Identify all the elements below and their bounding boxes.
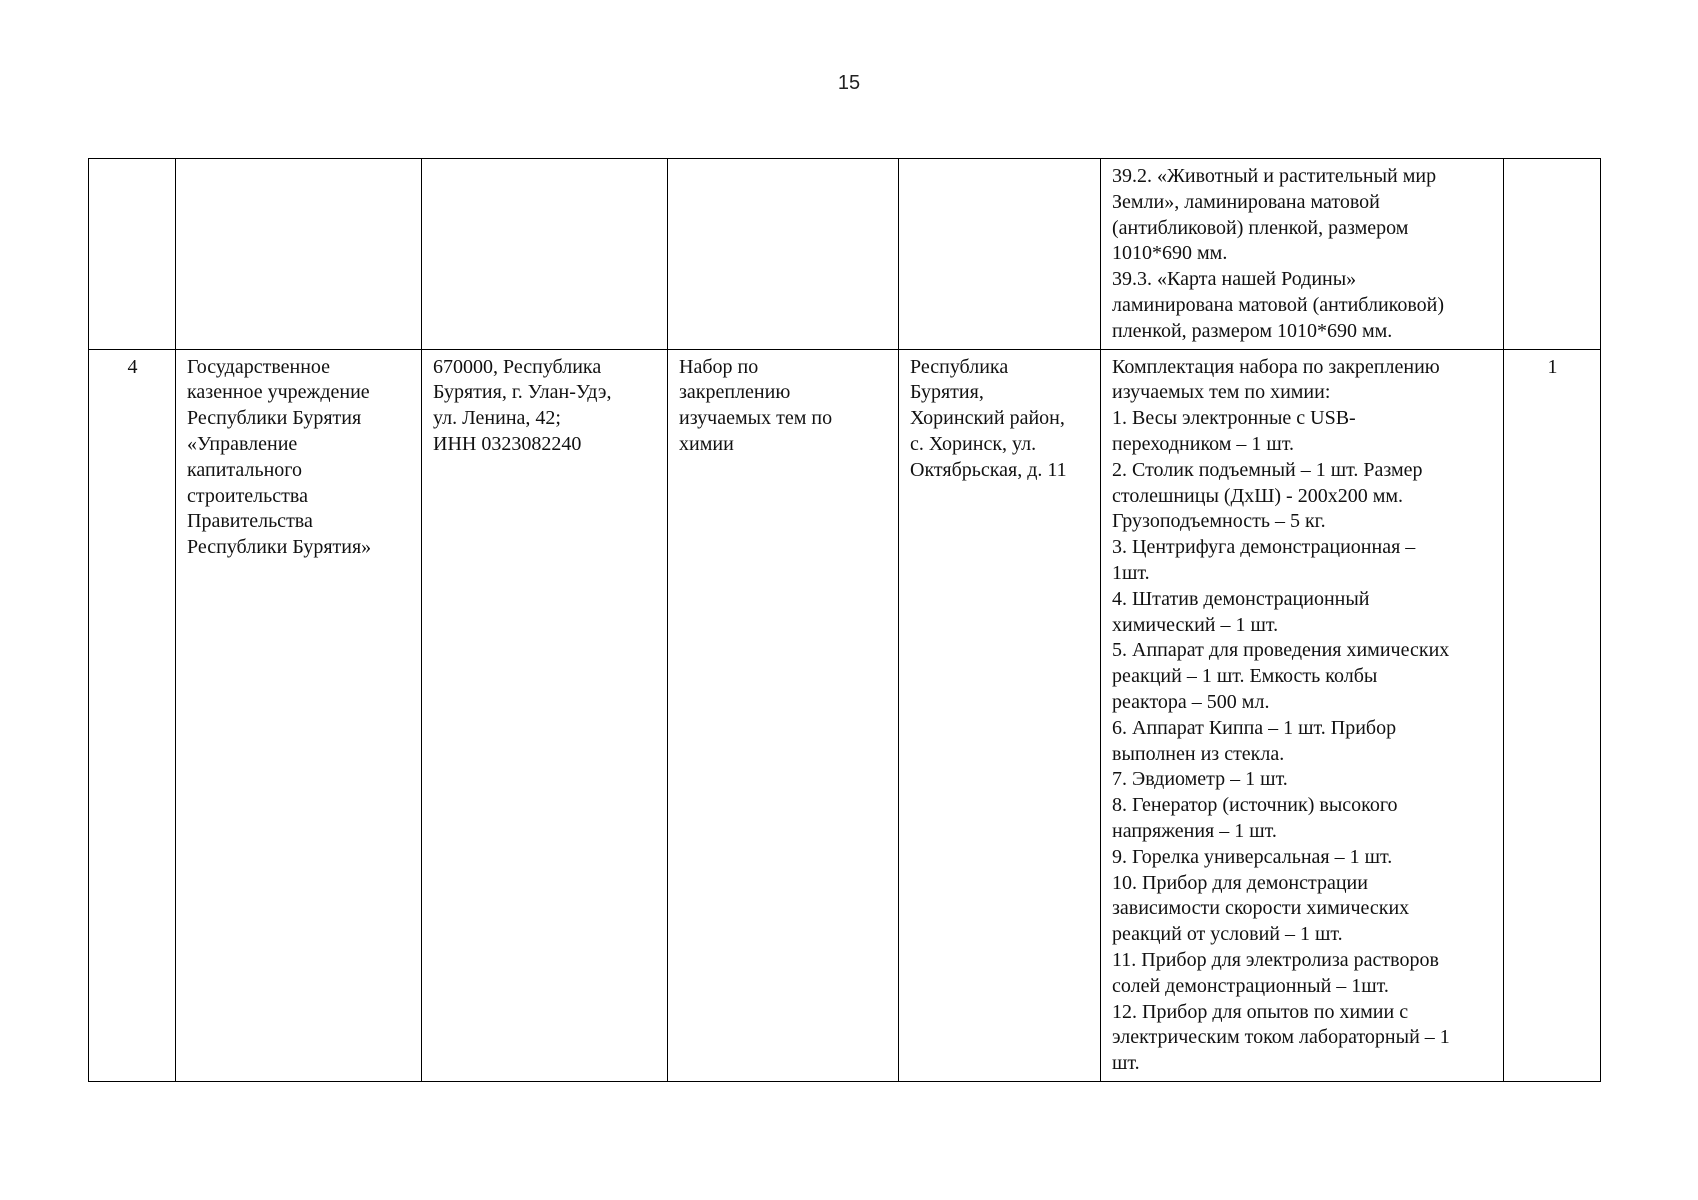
address-cell — [422, 349, 668, 1081]
description-line: 11. Прибор для электролиза растворов — [1112, 948, 1439, 971]
description-line: 9. Горелка универсальная – 1 шт. — [1112, 845, 1393, 868]
address-line: ул. Ленина, 42; — [433, 407, 561, 430]
description-line: 10. Прибор для демонстрации — [1112, 871, 1368, 894]
description-line: изучаемых тем по химии: — [1112, 381, 1331, 404]
address-line: 670000, Республика — [433, 355, 602, 378]
organization-cell — [176, 159, 422, 350]
description-line: химический – 1 шт. — [1112, 613, 1279, 636]
description-line: 6. Аппарат Киппа – 1 шт. Прибор — [1112, 716, 1397, 739]
location-line: Хоринский район, — [910, 407, 1065, 430]
description-line: 1010*690 мм. — [1112, 242, 1228, 265]
description-line: 1шт. — [1112, 561, 1150, 584]
description-line: 7. Эвдиометр – 1 шт. — [1112, 768, 1288, 791]
description-line: 4. Штатив демонстрационный — [1112, 587, 1370, 610]
description-line: 8. Генератор (источник) высокого — [1112, 794, 1398, 817]
organization-line: Республики Бурятия» — [187, 536, 372, 559]
organization-cell — [176, 349, 422, 1081]
description-line: пленкой, размером 1010*690 мм. — [1112, 319, 1393, 342]
description-line: Грузоподъемность – 5 кг. — [1112, 510, 1326, 533]
organization-line: Правительства — [187, 510, 313, 533]
description-line: ламинирована матовой (антибликовой) — [1112, 293, 1445, 316]
description-line: солей демонстрационный – 1шт. — [1112, 974, 1389, 997]
description-cell — [1101, 349, 1504, 1081]
address-line: ИНН 0323082240 — [433, 432, 582, 455]
description-line: Комплектация набора по закреплению — [1112, 355, 1440, 378]
description-cell — [1101, 159, 1504, 350]
organization-line: Государственное — [187, 355, 331, 378]
description-line: выполнен из стекла. — [1112, 742, 1285, 765]
item-name-line: закреплению — [679, 381, 791, 404]
table-row — [89, 349, 1601, 1081]
description-line: 3. Центрифуга демонстрационная – — [1112, 536, 1416, 559]
description-line: шт. — [1112, 1052, 1140, 1075]
row-number-cell: 4 — [89, 349, 176, 1081]
row-number-cell — [89, 159, 176, 350]
organization-line: казенное учреждение — [187, 381, 370, 404]
description-line: 39.3. «Карта нашей Родины» — [1112, 268, 1357, 291]
description-line: 1. Весы электронные с USB- — [1112, 407, 1356, 430]
description-line: напряжения – 1 шт. — [1112, 819, 1277, 842]
item-name-line: химии — [679, 432, 734, 455]
description-line: реакций – 1 шт. Емкость колбы — [1112, 665, 1378, 688]
location-line: Октябрьская, д. 11 — [910, 458, 1067, 481]
description-line: Земли», ламинирована матовой — [1112, 190, 1380, 213]
description-line: столешницы (ДхШ) - 200х200 мм. — [1112, 484, 1404, 507]
table-row — [89, 159, 1601, 350]
item-name-cell — [668, 349, 899, 1081]
location-line: с. Хоринск, ул. — [910, 432, 1037, 455]
location-cell — [899, 349, 1101, 1081]
equipment-table — [88, 158, 1601, 1082]
organization-line: Республики Бурятия — [187, 407, 362, 430]
description-line: реактора – 500 мл. — [1112, 690, 1270, 713]
description-line: 39.2. «Животный и растительный мир — [1112, 165, 1437, 187]
description-line: 5. Аппарат для проведения химических — [1112, 639, 1450, 662]
description-line: 2. Столик подъемный – 1 шт. Размер — [1112, 458, 1423, 481]
address-cell — [422, 159, 668, 350]
location-cell — [899, 159, 1101, 350]
page-number: 15 — [837, 72, 861, 94]
quantity-cell: 1 — [1504, 349, 1601, 1081]
location-line: Бурятия, — [910, 381, 984, 404]
description-line: 12. Прибор для опытов по химии с — [1112, 1000, 1409, 1023]
quantity-cell — [1504, 159, 1601, 350]
item-name-line: Набор по — [679, 355, 759, 378]
description-line: зависимости скорости химических — [1112, 897, 1410, 920]
description-line: реакций от условий – 1 шт. — [1112, 923, 1343, 946]
item-name-line: изучаемых тем по — [679, 407, 833, 430]
address-line: Бурятия, г. Улан-Удэ, — [433, 381, 612, 404]
organization-line: «Управление — [187, 432, 298, 455]
description-line: (антибликовой) пленкой, размером — [1112, 216, 1409, 239]
organization-line: капитального — [187, 458, 302, 481]
item-name-cell — [668, 159, 899, 350]
location-line: Республика — [910, 355, 1009, 378]
description-line: переходником – 1 шт. — [1112, 432, 1295, 455]
organization-line: строительства — [187, 484, 308, 507]
description-line: электрическим током лабораторный – 1 — [1112, 1026, 1450, 1049]
